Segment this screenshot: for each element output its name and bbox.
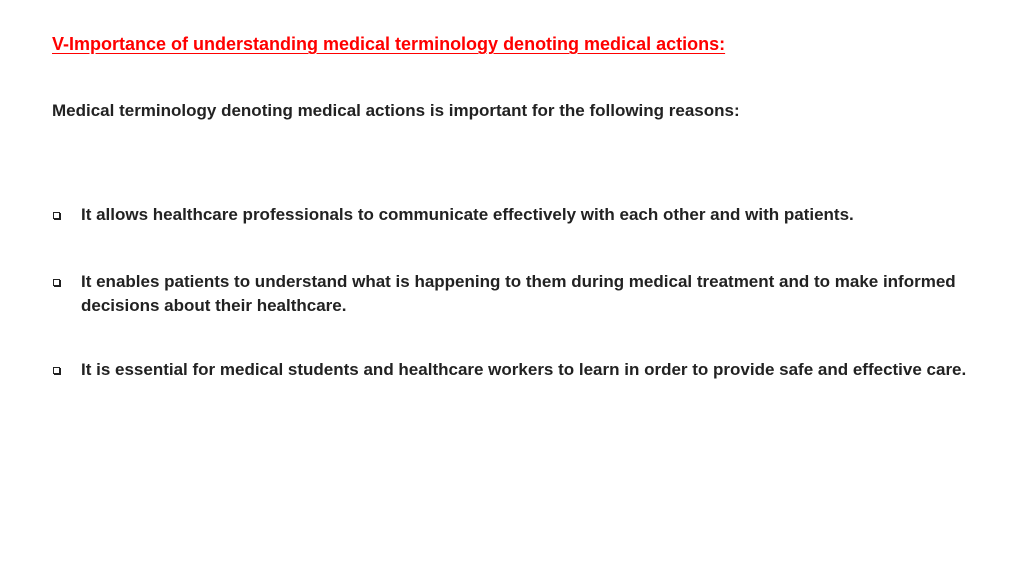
list-item bbox=[52, 270, 1002, 318]
list-item bbox=[52, 203, 1002, 227]
list-item bbox=[52, 358, 1002, 382]
list-item-text: It enables patients to understand what is happening to them during medical treatment and to make informed decisions about their healthcare. bbox=[81, 272, 956, 315]
square-bullet-icon bbox=[53, 212, 60, 219]
intro-text: Medical terminology denoting medical actions is important for the following reasons: bbox=[52, 101, 740, 120]
slide-title: V-Importance of understanding medical terminology denoting medical actions: bbox=[52, 34, 726, 54]
square-bullet-icon bbox=[53, 367, 60, 374]
square-bullet-icon bbox=[53, 279, 60, 286]
list-item-text: It allows healthcare professionals to communicate effectively with each other and with patients. bbox=[81, 205, 854, 224]
reasons-list bbox=[52, 203, 1002, 382]
list-item-text: It is essential for medical students and healthcare workers to learn in order to provide safe and effective care. bbox=[81, 360, 967, 379]
